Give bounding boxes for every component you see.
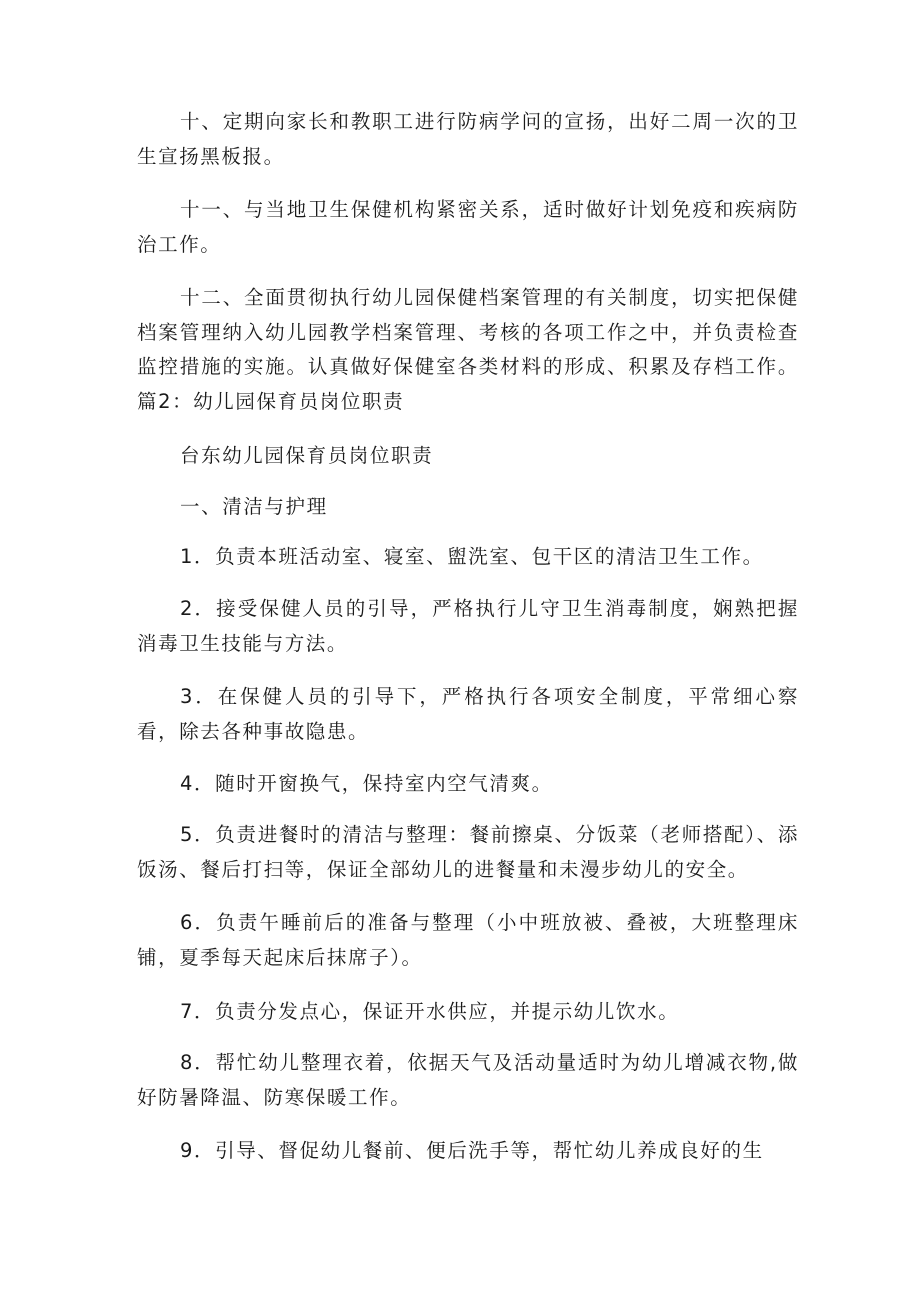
list-item-8: 8．帮忙幼儿整理衣着，依据天气及活动量适时为幼儿增减衣物,做好防暑降温、防寒保暖工作。	[137, 1051, 799, 1109]
paragraph-12-archive-management: 十二、全面贯彻执行幼儿园保健档案管理的有关制度，切实把保健档案管理纳入幼儿园教学档案管理、考核的各项工作之中，并负责检查监控措施的实施。认真做好保健室各类材料的形成、积累及存档工作。篇2：幼儿园保育员岗位职责	[137, 286, 799, 413]
list-item-6: 6．负责午睡前后的准备与整理（小中班放被、叠被，大班整理床铺，夏季每天起床后抹席子）。	[137, 911, 799, 969]
paragraph-11-immunization: 十一、与当地卫生保健机构紧密关系，适时做好计划免疫和疾病防治工作。	[137, 198, 799, 256]
section-title: 台东幼儿园保育员岗位职责	[180, 444, 434, 467]
paragraph-10-health-education: 十、定期向家长和教职工进行防病学问的宣扬，出好二周一次的卫生宣扬黑板报。	[137, 110, 799, 168]
list-item-3: 3．在保健人员的引导下，严格执行各项安全制度，平常细心察看，除去各种事故隐患。	[137, 685, 799, 743]
section-heading-cleaning: 一、清洁与护理	[180, 495, 328, 518]
list-item-9: 9．引导、督促幼儿餐前、便后洗手等，帮忙幼儿养成良好的生	[180, 1139, 764, 1162]
list-item-7: 7．负责分发点心，保证开水供应，并提示幼儿饮水。	[180, 1000, 680, 1023]
list-item-2: 2．接受保健人员的引导，严格执行儿守卫生消毒制度，娴熟把握消毒卫生技能与方法。	[137, 597, 799, 655]
list-item-5: 5．负责进餐时的清洁与整理：餐前擦桌、分饭菜（老师搭配）、添饭汤、餐后打扫等，保证全部幼儿的进餐量和未漫步幼儿的安全。	[137, 823, 799, 881]
list-item-1: 1．负责本班活动室、寝室、盥洗室、包干区的清洁卫生工作。	[180, 545, 764, 568]
list-item-4: 4．随时开窗换气，保持室内空气清爽。	[180, 772, 553, 795]
